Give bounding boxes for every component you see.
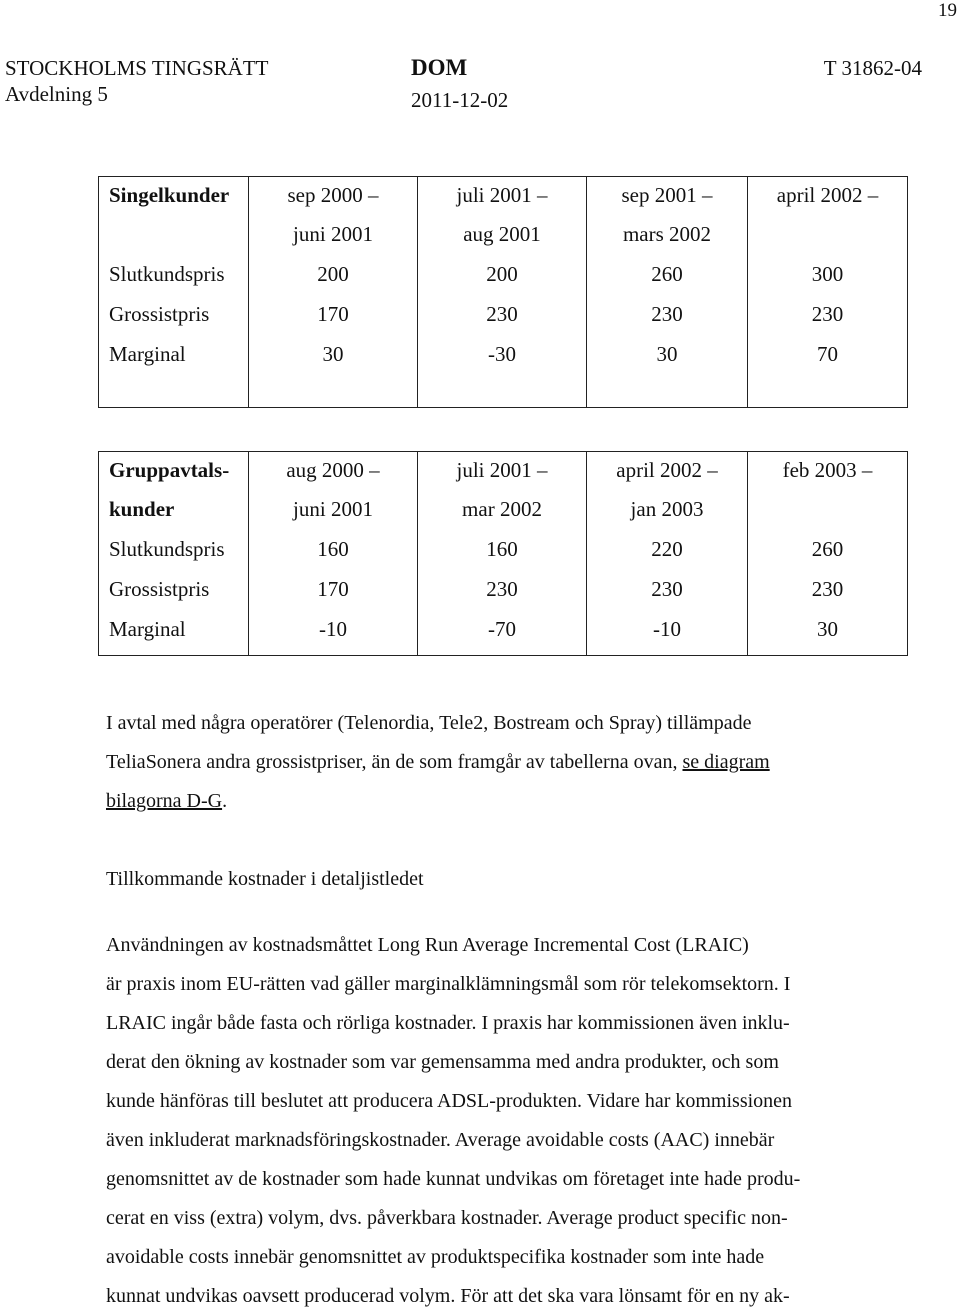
paragraph-line (106, 743, 896, 782)
table-row (99, 569, 908, 609)
period-start: sep 2000 – (249, 177, 418, 215)
table-cell: -10 (249, 609, 418, 649)
period-end: jan 2003 (587, 489, 748, 529)
row-label: Grossistpris (99, 569, 249, 609)
period-start: juli 2001 – (418, 452, 587, 490)
table-row (99, 214, 908, 254)
table-row (99, 177, 908, 215)
period-start: feb 2003 – (748, 452, 908, 490)
table-cell: 300 (748, 254, 908, 294)
paragraph-line: även inkluderat marknadsföringskostnader. Average avoidable costs (AAC) innebär (106, 1129, 775, 1151)
period-end (748, 214, 908, 254)
page-number: 19 (938, 0, 957, 21)
table-cell: 30 (587, 334, 748, 374)
table-cell: 260 (748, 529, 908, 569)
period-start: april 2002 – (748, 177, 908, 215)
table-row (99, 452, 908, 490)
table-label: kunder (99, 489, 249, 529)
table-cell: 230 (418, 294, 587, 334)
table-cell: 230 (748, 294, 908, 334)
table-row (99, 609, 908, 649)
group-customer-price-table (98, 451, 908, 656)
section-heading: Tillkommande kostnader i detaljistledet (106, 868, 424, 890)
period-end: mar 2002 (418, 489, 587, 529)
appendix-reference-link[interactable]: bilagorna D-G (106, 790, 223, 812)
table-cell: -10 (587, 609, 748, 649)
period-start: april 2002 – (587, 452, 748, 490)
document-type: DOM (411, 55, 468, 80)
period-end: mars 2002 (587, 214, 748, 254)
period-start: sep 2001 – (587, 177, 748, 215)
table-cell: 230 (587, 569, 748, 609)
period-start: juli 2001 – (418, 177, 587, 215)
period-end: juni 2001 (249, 489, 418, 529)
table-cell: 230 (418, 569, 587, 609)
paragraph-line: kunnat undvikas oavsett producerad volym. För att det ska vara lönsamt för en ny ak- (106, 1285, 790, 1307)
table-row (99, 254, 908, 294)
table-row (99, 294, 908, 334)
table-label: Singelkunder (99, 177, 249, 215)
table-cell: 200 (249, 254, 418, 294)
table-cell: 170 (249, 569, 418, 609)
row-label: Grossistpris (99, 294, 249, 334)
court-division: Avdelning 5 (5, 82, 108, 106)
document-date: 2011-12-02 (411, 88, 509, 112)
paragraph-line: cerat en viss (extra) volym, dvs. påverkbara kostnader. Average product specific non- (106, 1207, 788, 1229)
table-cell: -30 (418, 334, 587, 374)
paragraph-line: derat den ökning av kostnader som var gemensamma med andra produkter, och som (106, 1051, 779, 1073)
table-cell: 170 (249, 294, 418, 334)
paragraph-line: LRAIC ingår både fasta och rörliga kostnader. I praxis har kommissionen även inklu- (106, 1012, 790, 1034)
table-cell: 230 (748, 569, 908, 609)
table-cell: 260 (587, 254, 748, 294)
table-row (99, 489, 908, 529)
table-cell: 30 (249, 334, 418, 374)
appendix-reference-link[interactable]: se diagram (682, 751, 770, 773)
period-start: aug 2000 – (249, 452, 418, 490)
period-end: juni 2001 (249, 214, 418, 254)
paragraph-text: TeliaSonera andra grossistpriser, än de som framgår av tabellerna ovan, (106, 751, 683, 773)
table-label: Gruppavtals- (99, 452, 249, 490)
table-row (99, 334, 908, 374)
paragraph-line: I avtal med några operatörer (Telenordia, Tele2, Bostream och Spray) tillämpade (106, 712, 752, 734)
paragraph-line: är praxis inom EU-rätten vad gäller marginalklämningsmål som rör telekomsektorn. I (106, 973, 791, 995)
paragraph-line (106, 782, 896, 821)
row-label: Marginal (99, 609, 249, 649)
table-cell: 200 (418, 254, 587, 294)
table-cell: -70 (418, 609, 587, 649)
table-cell: 30 (748, 609, 908, 649)
table-row (99, 529, 908, 569)
paragraph-cost-measures (106, 926, 896, 1316)
paragraph-line: kunde hänföras till beslutet att producera ADSL-produkten. Vidare har kommissionen (106, 1090, 793, 1112)
row-label: Slutkundspris (99, 529, 249, 569)
row-label: Marginal (99, 334, 249, 374)
paragraph-line: genomsnittet av de kostnader som hade kunnat undvikas om företaget inte hade produ- (106, 1168, 801, 1190)
period-end (748, 489, 908, 529)
case-number: T 31862-04 (823, 56, 922, 80)
paragraph-wholesale-prices (106, 704, 896, 821)
row-label: Slutkundspris (99, 254, 249, 294)
paragraph-line: avoidable costs innebär genomsnittet av produktspecifika kostnader som inte hade (106, 1246, 765, 1268)
table-cell: 70 (748, 334, 908, 374)
court-name: STOCKHOLMS TINGSRÄTT (5, 56, 269, 80)
single-customer-price-table (98, 176, 908, 408)
table-cell: 230 (587, 294, 748, 334)
table-cell: 220 (587, 529, 748, 569)
paragraph-line: Användningen av kostnadsmåttet Long Run Average Incremental Cost (LRAIC) (106, 934, 749, 956)
table-cell: 160 (418, 529, 587, 569)
paragraph-text: . (222, 790, 228, 812)
period-end: aug 2001 (418, 214, 587, 254)
table-cell: 160 (249, 529, 418, 569)
